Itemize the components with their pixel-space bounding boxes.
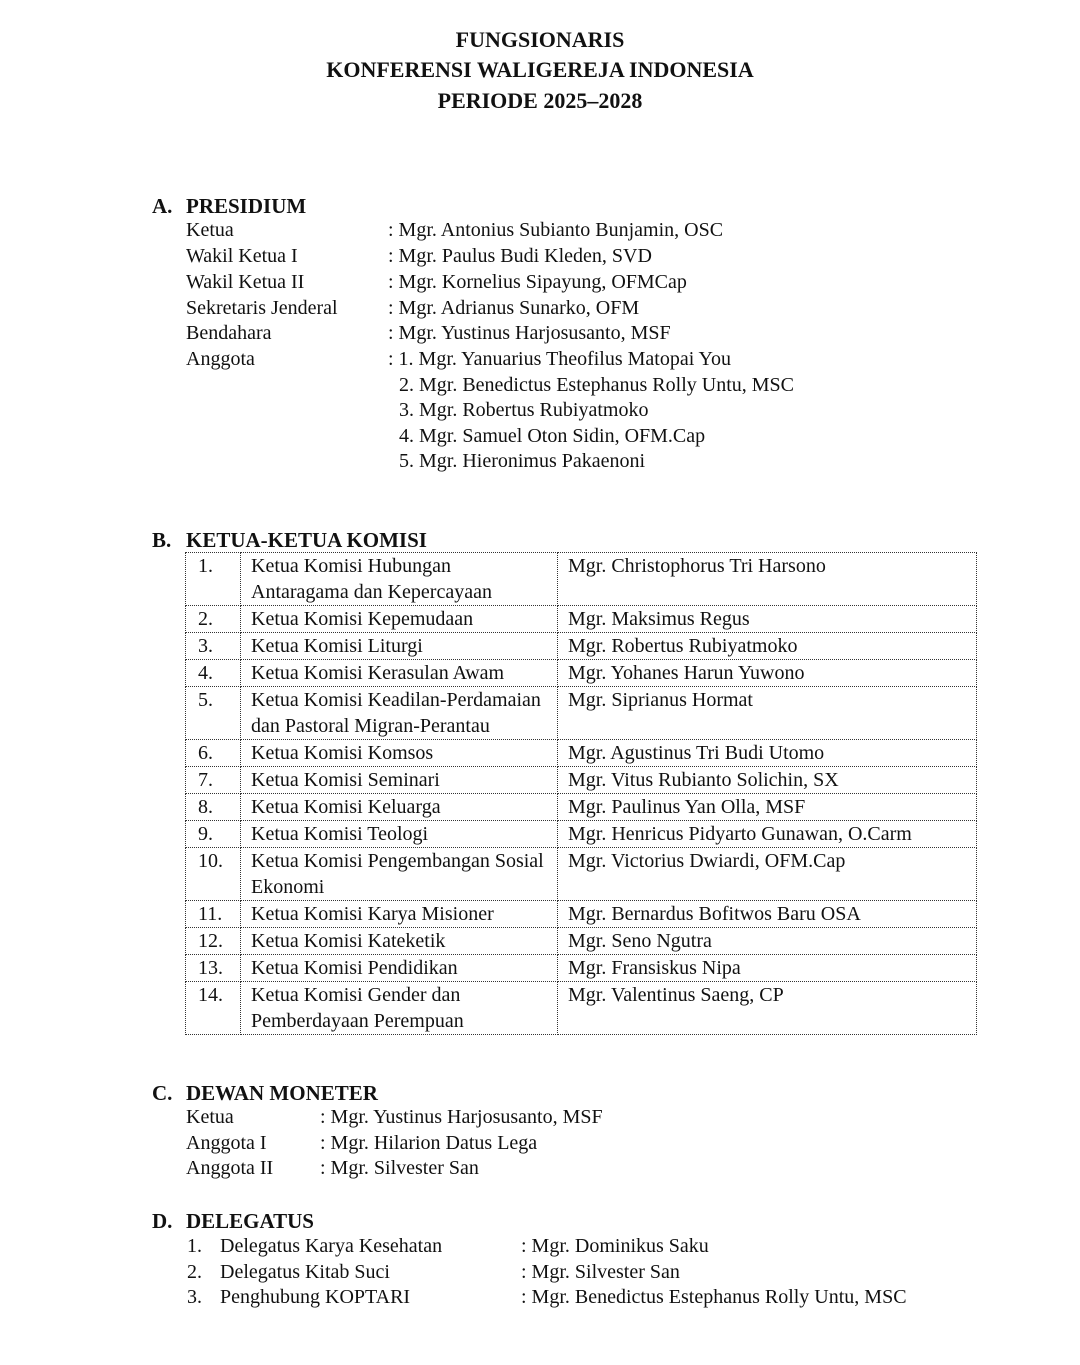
komisi-number: 10. — [186, 848, 241, 901]
role-label: Anggota — [186, 348, 255, 370]
document-title-line-3: PERIODE 2025–2028 — [437, 88, 643, 113]
komisi-row — [186, 606, 977, 633]
komisi-name: Ketua Komisi Pendidikan — [241, 955, 558, 982]
item-number: 3. — [187, 1286, 202, 1308]
komisi-number: 9. — [186, 821, 241, 848]
anggota-item: 5. Mgr. Hieronimus Pakaenoni — [399, 450, 646, 472]
komisi-name: Ketua Komisi Karya Misioner — [241, 901, 558, 928]
role-holder: : Mgr. Paulus Budi Kleden, SVD — [388, 245, 652, 267]
komisi-name: Ketua Komisi Kepemudaan — [241, 606, 558, 633]
komisi-row — [186, 955, 977, 982]
komisi-row — [186, 794, 977, 821]
section-komisi-heading — [152, 528, 427, 553]
komisi-chair: Mgr. Seno Ngutra — [558, 928, 977, 955]
komisi-chair: Mgr. Siprianus Hormat — [558, 687, 977, 740]
role-holder: : Mgr. Dominikus Saku — [521, 1235, 709, 1257]
section-letter: C. — [152, 1081, 173, 1105]
section-letter: A. — [152, 194, 173, 218]
role-label: Delegatus Kitab Suci — [220, 1261, 390, 1283]
role-label: Sekretaris Jenderal — [186, 297, 338, 319]
item-number: 2. — [187, 1261, 202, 1283]
komisi-chair: Mgr. Yohanes Harun Yuwono — [558, 660, 977, 687]
komisi-chair: Mgr. Robertus Rubiyatmoko — [558, 633, 977, 660]
role-label: Wakil Ketua II — [186, 271, 305, 293]
komisi-chair: Mgr. Vitus Rubianto Solichin, SX — [558, 767, 977, 794]
komisi-row — [186, 928, 977, 955]
komisi-name: Ketua Komisi Kateketik — [241, 928, 558, 955]
komisi-row — [186, 660, 977, 687]
komisi-name: Ketua Komisi Keluarga — [241, 794, 558, 821]
komisi-chair: Mgr. Bernardus Bofitwos Baru OSA — [558, 901, 977, 928]
komisi-name: Ketua Komisi Komsos — [241, 740, 558, 767]
komisi-number: 14. — [186, 982, 241, 1035]
komisi-number: 1. — [186, 553, 241, 606]
komisi-row — [186, 821, 977, 848]
komisi-name: Ketua Komisi Seminari — [241, 767, 558, 794]
role-label: Ketua — [186, 219, 234, 241]
komisi-table — [185, 552, 977, 1035]
komisi-chair: Mgr. Christophorus Tri Harsono — [558, 553, 977, 606]
role-holder: : Mgr. Kornelius Sipayung, OFMCap — [388, 271, 687, 293]
komisi-number: 5. — [186, 687, 241, 740]
komisi-row — [186, 848, 977, 901]
komisi-chair: Mgr. Victorius Dwiardi, OFM.Cap — [558, 848, 977, 901]
role-holder: : Mgr. Adrianus Sunarko, OFM — [388, 297, 640, 319]
komisi-name: Ketua Komisi Liturgi — [241, 633, 558, 660]
section-title: DEWAN MONETER — [186, 1081, 378, 1105]
role-label: Anggota I — [186, 1132, 267, 1154]
komisi-row — [186, 633, 977, 660]
komisi-name: Ketua Komisi Keadilan-Perdamaian dan Pastoral Migran-Perantau — [241, 687, 558, 740]
komisi-row — [186, 553, 977, 606]
section-letter: B. — [152, 528, 172, 552]
komisi-number: 6. — [186, 740, 241, 767]
role-holder: : Mgr. Hilarion Datus Lega — [320, 1132, 538, 1154]
komisi-number: 7. — [186, 767, 241, 794]
komisi-number: 2. — [186, 606, 241, 633]
komisi-chair: Mgr. Paulinus Yan Olla, MSF — [558, 794, 977, 821]
komisi-name: Ketua Komisi Teologi — [241, 821, 558, 848]
komisi-chair: Mgr. Agustinus Tri Budi Utomo — [558, 740, 977, 767]
komisi-name: Ketua Komisi Hubungan Antaragama dan Kepercayaan — [241, 553, 558, 606]
komisi-number: 3. — [186, 633, 241, 660]
komisi-row — [186, 767, 977, 794]
komisi-row — [186, 982, 977, 1035]
role-label: Wakil Ketua I — [186, 245, 298, 267]
komisi-chair: Mgr. Fransiskus Nipa — [558, 955, 977, 982]
section-letter: D. — [152, 1209, 173, 1233]
role-holder: : Mgr. Yustinus Harjosusanto, MSF — [388, 322, 671, 344]
role-holder: : Mgr. Silvester San — [320, 1157, 479, 1179]
anggota-item: 2. Mgr. Benedictus Estephanus Rolly Untu, MSC — [399, 374, 794, 396]
section-title: DELEGATUS — [186, 1209, 314, 1233]
komisi-row — [186, 901, 977, 928]
section-presidium-heading — [152, 194, 306, 219]
section-title: PRESIDIUM — [186, 194, 307, 218]
komisi-row — [186, 687, 977, 740]
komisi-number: 13. — [186, 955, 241, 982]
role-holder: : Mgr. Benedictus Estephanus Rolly Untu, MSC — [521, 1286, 907, 1308]
role-label: Delegatus Karya Kesehatan — [220, 1235, 443, 1257]
komisi-name: Ketua Komisi Gender dan Pemberdayaan Perempuan — [241, 982, 558, 1035]
komisi-chair: Mgr. Henricus Pidyarto Gunawan, O.Carm — [558, 821, 977, 848]
role-holder: : 1. Mgr. Yanuarius Theofilus Matopai You — [388, 348, 731, 370]
role-holder: : Mgr. Silvester San — [521, 1261, 680, 1283]
role-label: Anggota II — [186, 1157, 274, 1179]
section-title: KETUA-KETUA KOMISI — [186, 528, 427, 552]
role-holder: : Mgr. Yustinus Harjosusanto, MSF — [320, 1106, 603, 1128]
role-label: Penghubung KOPTARI — [220, 1286, 411, 1308]
document-title-line-2: KONFERENSI WALIGEREJA INDONESIA — [326, 57, 754, 82]
role-holder: : Mgr. Antonius Subianto Bunjamin, OSC — [388, 219, 724, 241]
document-title-line-1: FUNGSIONARIS — [455, 27, 625, 52]
komisi-name: Ketua Komisi Kerasulan Awam — [241, 660, 558, 687]
komisi-row — [186, 740, 977, 767]
komisi-number: 4. — [186, 660, 241, 687]
role-label: Bendahara — [186, 322, 272, 344]
komisi-number: 12. — [186, 928, 241, 955]
komisi-chair: Mgr. Maksimus Regus — [558, 606, 977, 633]
komisi-name: Ketua Komisi Pengembangan Sosial Ekonomi — [241, 848, 558, 901]
anggota-item: 3. Mgr. Robertus Rubiyatmoko — [399, 399, 649, 421]
item-number: 1. — [187, 1235, 202, 1257]
komisi-chair: Mgr. Valentinus Saeng, CP — [558, 982, 977, 1035]
anggota-item: 4. Mgr. Samuel Oton Sidin, OFM.Cap — [399, 425, 706, 447]
section-delegatus-heading — [152, 1209, 314, 1234]
section-dewan-heading — [152, 1081, 378, 1106]
role-label: Ketua — [186, 1106, 234, 1128]
komisi-number: 11. — [186, 901, 241, 928]
komisi-number: 8. — [186, 794, 241, 821]
